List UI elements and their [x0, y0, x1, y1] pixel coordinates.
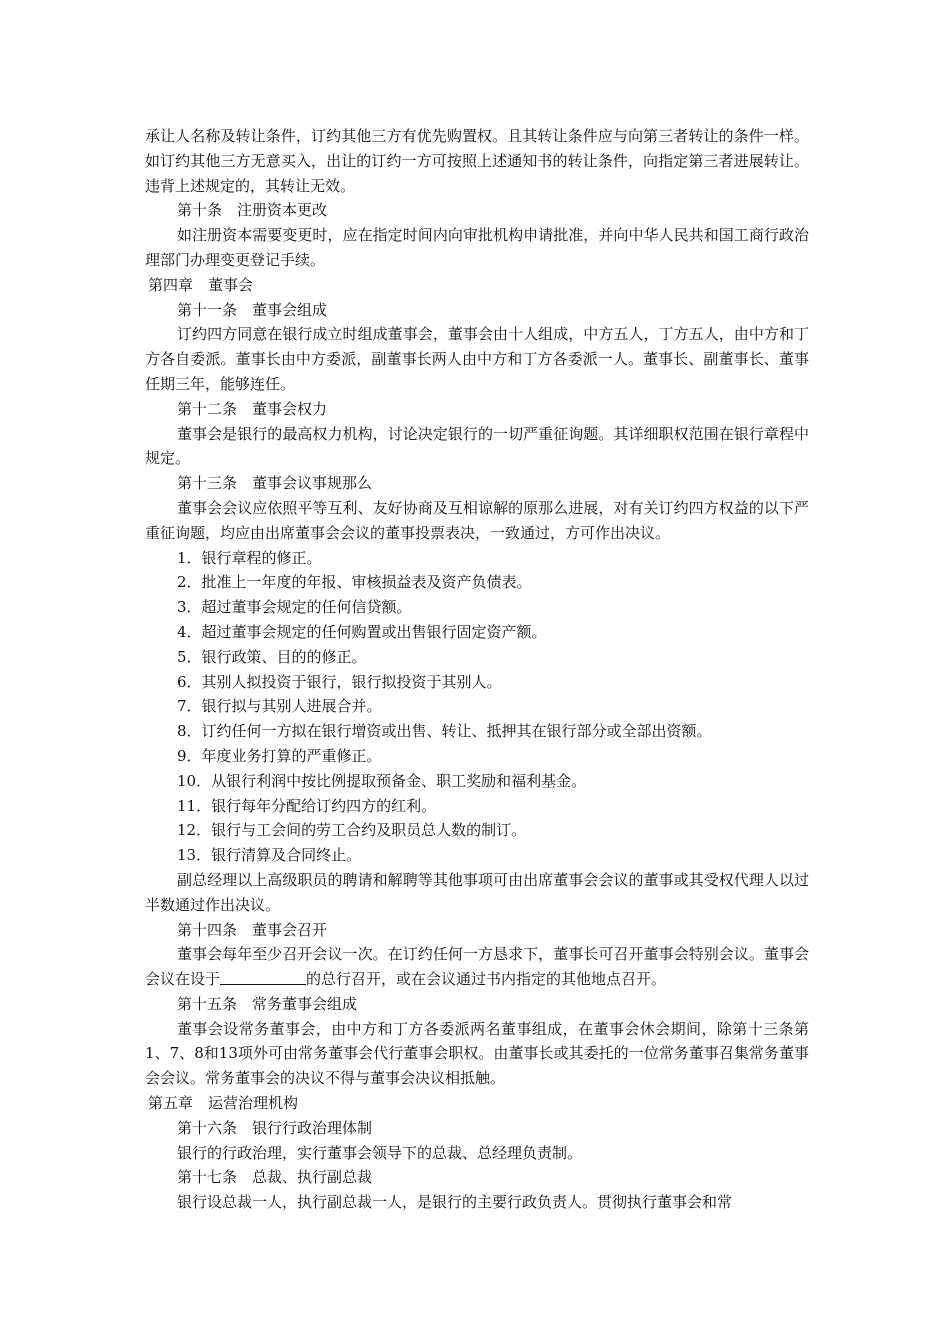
article-10-title: 第十条 注册资本更改 — [177, 201, 328, 220]
article-13-body: 董事会会议应依照平等互利、友好协商及互相谅解的原那么进展，对有关订约四方权益的以下严重征询题，均应由出席董事会会议的董事投票表决，一致通过，方可作出决议。 — [145, 498, 809, 542]
document-body — [145, 124, 809, 1215]
list-item: 10．从银行利润中按比例提取预备金、职工奖励和福利基金。 — [177, 771, 587, 790]
article-10-body: 如注册资本需要变更时，应在指定时间内向审批机构申请批准，并向中华人民共和国工商行政治理部门办理变更登记手续。 — [145, 226, 809, 269]
list-item: 11．银行每年分配给订约四方的红利。 — [177, 796, 437, 815]
article-11-title: 第十一条 董事会组成 — [177, 300, 328, 319]
list-item: 6．其别人拟投资于银行，银行拟投资于其别人。 — [177, 672, 502, 691]
article-16-body: 银行的行政治理，实行董事会领导下的总裁、总经理负责制。 — [177, 1143, 583, 1162]
list-item: 9．年度业务打算的严重修正。 — [177, 746, 382, 765]
list-item: 4．超过董事会规定的任何购置或出售银行固定资产额。 — [177, 622, 547, 641]
list-item: 12．银行与工会间的劳工合约及职员总人数的制订。 — [177, 821, 527, 840]
article-16-title: 第十六条 银行行政治理体制 — [177, 1118, 373, 1137]
article-15-title: 第十五条 常务董事会组成 — [177, 994, 358, 1013]
paragraph-transfer-terms: 承让人名称及转让条件，订约其他三方有优先购置权。且其转让条件应与向第三者转让的条件一样。如订约其他三方无意买入，出让的订约一方可按照上述通知书的转让条件，向指定第三者进展转让。违背上述规定的，其转让无效。 — [145, 127, 809, 195]
article-15-body: 董事会设常务董事会，由中方和丁方各委派两名董事组成，在董事会休会期间，除第十三条第1、7、8和13项外可由常务董事会代行董事会职权。由董事长或其委托的一位常务董事召集常务董事会会议。常务董事会的决议不得与董事会决议相抵触。 — [145, 1019, 809, 1088]
article-13-title: 第十三条 董事会议事规那么 — [177, 474, 373, 493]
article-11-body: 订约四方同意在银行成立时组成董事会，董事会由十人组成，中方五人，丁方五人，由中方和丁方各自委派。董事长由中方委派，副董事长两人由中方和丁方各委派一人。董事长、副董事长、董事任期三年，能够连任。 — [145, 325, 809, 393]
article-14-body-part-a: 董事会每年至少召开会议一次。在订约任何一方恳求下，董事长可召开董事会特别会议。董事会会议在设于 — [145, 945, 809, 989]
list-item: 8．订约任何一方拟在银行增资或出售、转让、抵押其在银行部分或全部出资额。 — [177, 722, 712, 741]
list-item: 3．超过董事会规定的任何信贷额。 — [177, 598, 412, 617]
list-item: 1．银行章程的修正。 — [177, 548, 322, 567]
list-item: 2．批准上一年度的年报、审核损益表及资产负债表。 — [177, 573, 532, 592]
chapter-4-title: 第四章 董事会 — [148, 275, 254, 294]
article-12-title: 第十二条 董事会权力 — [177, 399, 328, 418]
article-12-body: 董事会是银行的最高权力机构，讨论决定银行的一切严重征询题。其详细职权范围在银行章程中规定。 — [145, 424, 809, 468]
fill-in-blank-line — [220, 970, 306, 985]
list-item: 5．银行政策、目的的修正。 — [177, 647, 367, 666]
list-item: 7．银行拟与其别人进展合并。 — [177, 697, 382, 716]
article-14-title: 第十四条 董事会召开 — [177, 920, 328, 939]
article-17-title: 第十七条 总裁、执行副总裁 — [177, 1168, 373, 1187]
chapter-5-title: 第五章 运营治理机构 — [148, 1094, 299, 1113]
article-14-body — [145, 942, 809, 992]
list-item: 13．银行清算及合同终止。 — [177, 846, 362, 865]
article-13-tail: 副总经理以上高级职员的聘请和解聘等其他事项可由出席董事会会议的董事或其受权代理人以过半数通过作出决议。 — [145, 870, 809, 914]
article-17-body: 银行设总裁一人，执行副总裁一人，是银行的主要行政负责人。贯彻执行董事会和常 — [177, 1193, 733, 1212]
article-14-body-part-b: 的总行召开，或在会议通过书内指定的其他地点召开。 — [306, 970, 667, 989]
